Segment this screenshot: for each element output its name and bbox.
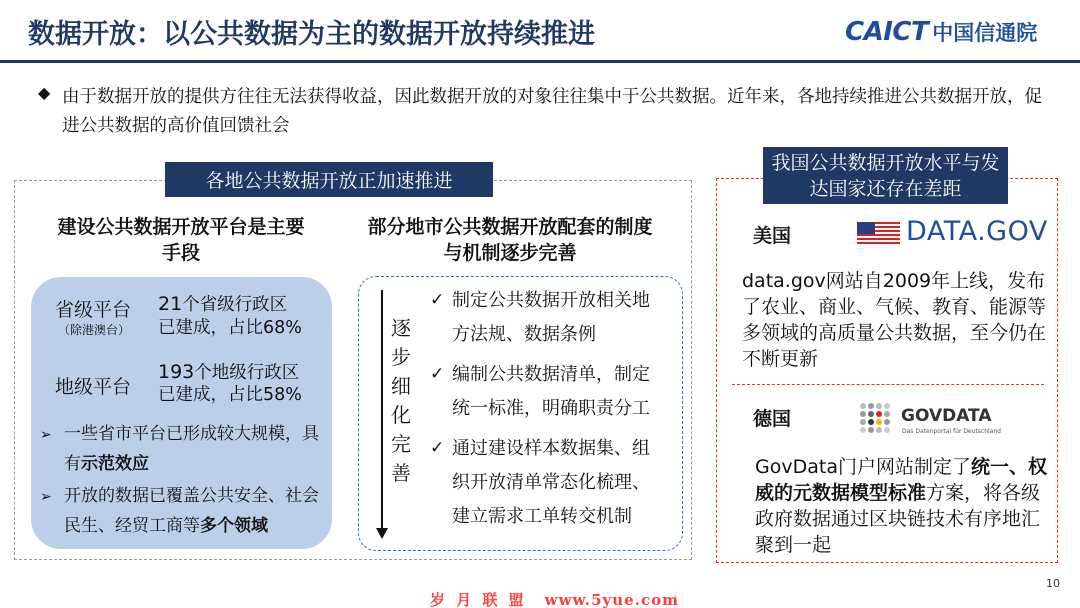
check-icon: ✓: [430, 364, 445, 384]
provincial-unit: 个省级行政区: [182, 295, 288, 315]
prefectural-platform-label: 地级平台: [55, 376, 132, 398]
col1-heading: 建设公共数据开放平台是主要手段: [57, 216, 305, 264]
arrow-bullet-icon: ➢: [40, 489, 52, 505]
point-1-text: 一些省市平台已形成较大规模，具有: [64, 424, 319, 474]
germany-text-end: 方案，将各级政府数据通过区块链技术有序地汇聚到一起: [755, 482, 1041, 556]
footer-watermark: [430, 589, 679, 608]
right-section-divider: [732, 384, 1044, 385]
check-icon: ✓: [430, 438, 445, 458]
measure-1-line-1: 制定公共数据开放相关地: [452, 290, 650, 311]
measure-1-line-2: 方法规、数据条例: [452, 324, 596, 345]
germany-text-start: GovData门户网站制定了: [755, 456, 971, 478]
germany-label: 德国: [753, 408, 792, 430]
point-2-text: 开放的数据已覆盖公共安全、社会民生、经贸工商等: [64, 486, 319, 536]
header-divider: [0, 60, 1080, 63]
intro-text: 由于数据开放的提供方往往无法获得收益，因此数据开放的对象往往集中于公共数据。近年来，各地持续推进公共数据开放，促进公共数据的高价值回馈社会: [62, 87, 1042, 136]
col1-point-2: [64, 481, 320, 541]
footer-url: www.5yue.com: [544, 591, 679, 608]
page-title: 数据开放：以公共数据为主的数据开放持续推进: [28, 19, 595, 50]
provincial-platform-note: （除港澳台）: [58, 323, 131, 337]
prefectural-platform-stat: [158, 361, 299, 385]
col1-point-1: [64, 419, 320, 479]
measure-3-line-3: 建立需求工单转交机制: [452, 506, 632, 527]
provincial-platform-stat: [158, 293, 287, 317]
vertical-label: 逐步细化完善: [391, 316, 411, 485]
prefectural-platform-share: 已建成，占比58%: [158, 385, 302, 405]
arrow-down-icon: [376, 528, 388, 539]
us-label: 美国: [753, 225, 792, 247]
germany-description: [755, 454, 1055, 558]
logo-chinese: 中国信通院: [932, 21, 1038, 45]
us-description: data.gov网站自2009年上线，发布了农业、商业、气候、教育、能源等多领域的高质量公共数据，至今仍在不断更新: [742, 270, 1047, 370]
datagov-logo: DATA.GOV: [906, 216, 1048, 247]
diamond-bullet-icon: ◆: [38, 83, 51, 102]
logo-latin: CAICT: [845, 17, 929, 47]
col2-heading: 部分地市公共数据开放配套的制度与机制逐步完善: [367, 216, 653, 264]
measure-2-line-1: 编制公共数据清单，制定: [452, 364, 650, 385]
govdata-logo-tagline: Das Datenportal für Deutschland: [902, 428, 1001, 435]
point-2-emphasis: 多个领域: [200, 516, 268, 536]
provincial-platform-share: 已建成，占比68%: [158, 318, 302, 338]
point-1-emphasis: 示范效应: [81, 454, 149, 474]
govdata-dots-icon: [858, 401, 898, 441]
caict-logo: [845, 14, 1060, 50]
prefectural-count: 193: [158, 361, 195, 383]
provincial-count: 21: [158, 293, 183, 315]
page-number: 10: [1046, 577, 1060, 590]
us-flag-icon: [857, 222, 900, 246]
arrow-bullet-icon: ➢: [40, 427, 52, 443]
footer-name: 岁 月 联 盟: [430, 591, 527, 608]
check-icon: ✓: [430, 290, 445, 310]
germany-text-emphasis: 统一、权威的元数据模型标准: [755, 456, 1047, 504]
prefectural-unit: 个地级行政区: [194, 363, 300, 383]
measure-2-line-2: 统一标准，明确职责分工: [452, 398, 650, 419]
right-section-title: 我国公共数据开放水平与发达国家还存在差距: [763, 147, 1008, 204]
provincial-platform-label: 省级平台: [55, 299, 132, 321]
left-section-title: 各地公共数据开放正加速推进: [165, 162, 493, 197]
measure-3-line-2: 织开放清单常态化梳理、: [452, 472, 650, 493]
govdata-logo: GOVDATA: [901, 406, 992, 426]
progress-arrow-icon: [381, 290, 383, 532]
measure-3-line-1: 通过建设样本数据集、组: [452, 438, 650, 459]
